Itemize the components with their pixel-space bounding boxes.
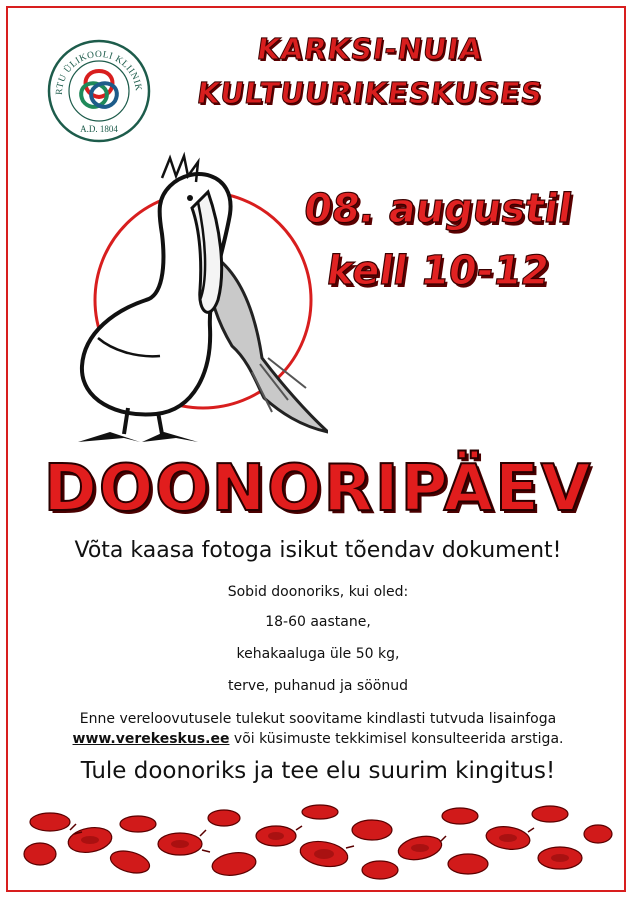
info-text-line-2 xyxy=(20,731,616,747)
requirement-age: 18-60 aastane, xyxy=(265,614,371,630)
event-time: kell 10-12 xyxy=(323,248,553,294)
logo-year: A.D. 1804 xyxy=(80,124,118,134)
requirement-weight: kehakaaluga üle 50 kg, xyxy=(236,646,400,662)
poster-title: DOONORIPÄEV xyxy=(43,452,593,526)
requirement-health: terve, puhanud ja söönud xyxy=(228,678,408,694)
blood-cells-decoration xyxy=(20,800,616,884)
venue-line-1: KARKSI-NUIA xyxy=(254,32,486,66)
info-text-rest: või küsimuste tekkimisel konsulteerida arstiga. xyxy=(229,731,564,747)
logo-name-text: RTU ÜLIKOOLI KLIINIK xyxy=(54,49,144,96)
info-text-line-1: Enne vereloovutusele tulekut soovitame kindlasti tutvuda lisainfoga xyxy=(79,711,557,727)
venue-line-2: KULTUURIKESKUSES xyxy=(194,76,546,110)
slogan: Tule doonoriks ja tee elu suurim kingitus! xyxy=(80,758,556,784)
verekeskus-link[interactable]: www.verekeskus.ee xyxy=(72,731,230,747)
trefoil-knot-logo-icon xyxy=(44,36,154,146)
event-date: 08. augustil xyxy=(300,186,576,232)
requirements-intro: Sobid doonoriks, kui oled: xyxy=(227,584,409,600)
red-blood-cells-icon xyxy=(20,800,616,884)
document-notice: Võta kaasa fotoga isikut tõendav dokument! xyxy=(74,538,562,563)
clinic-logo xyxy=(44,36,154,146)
